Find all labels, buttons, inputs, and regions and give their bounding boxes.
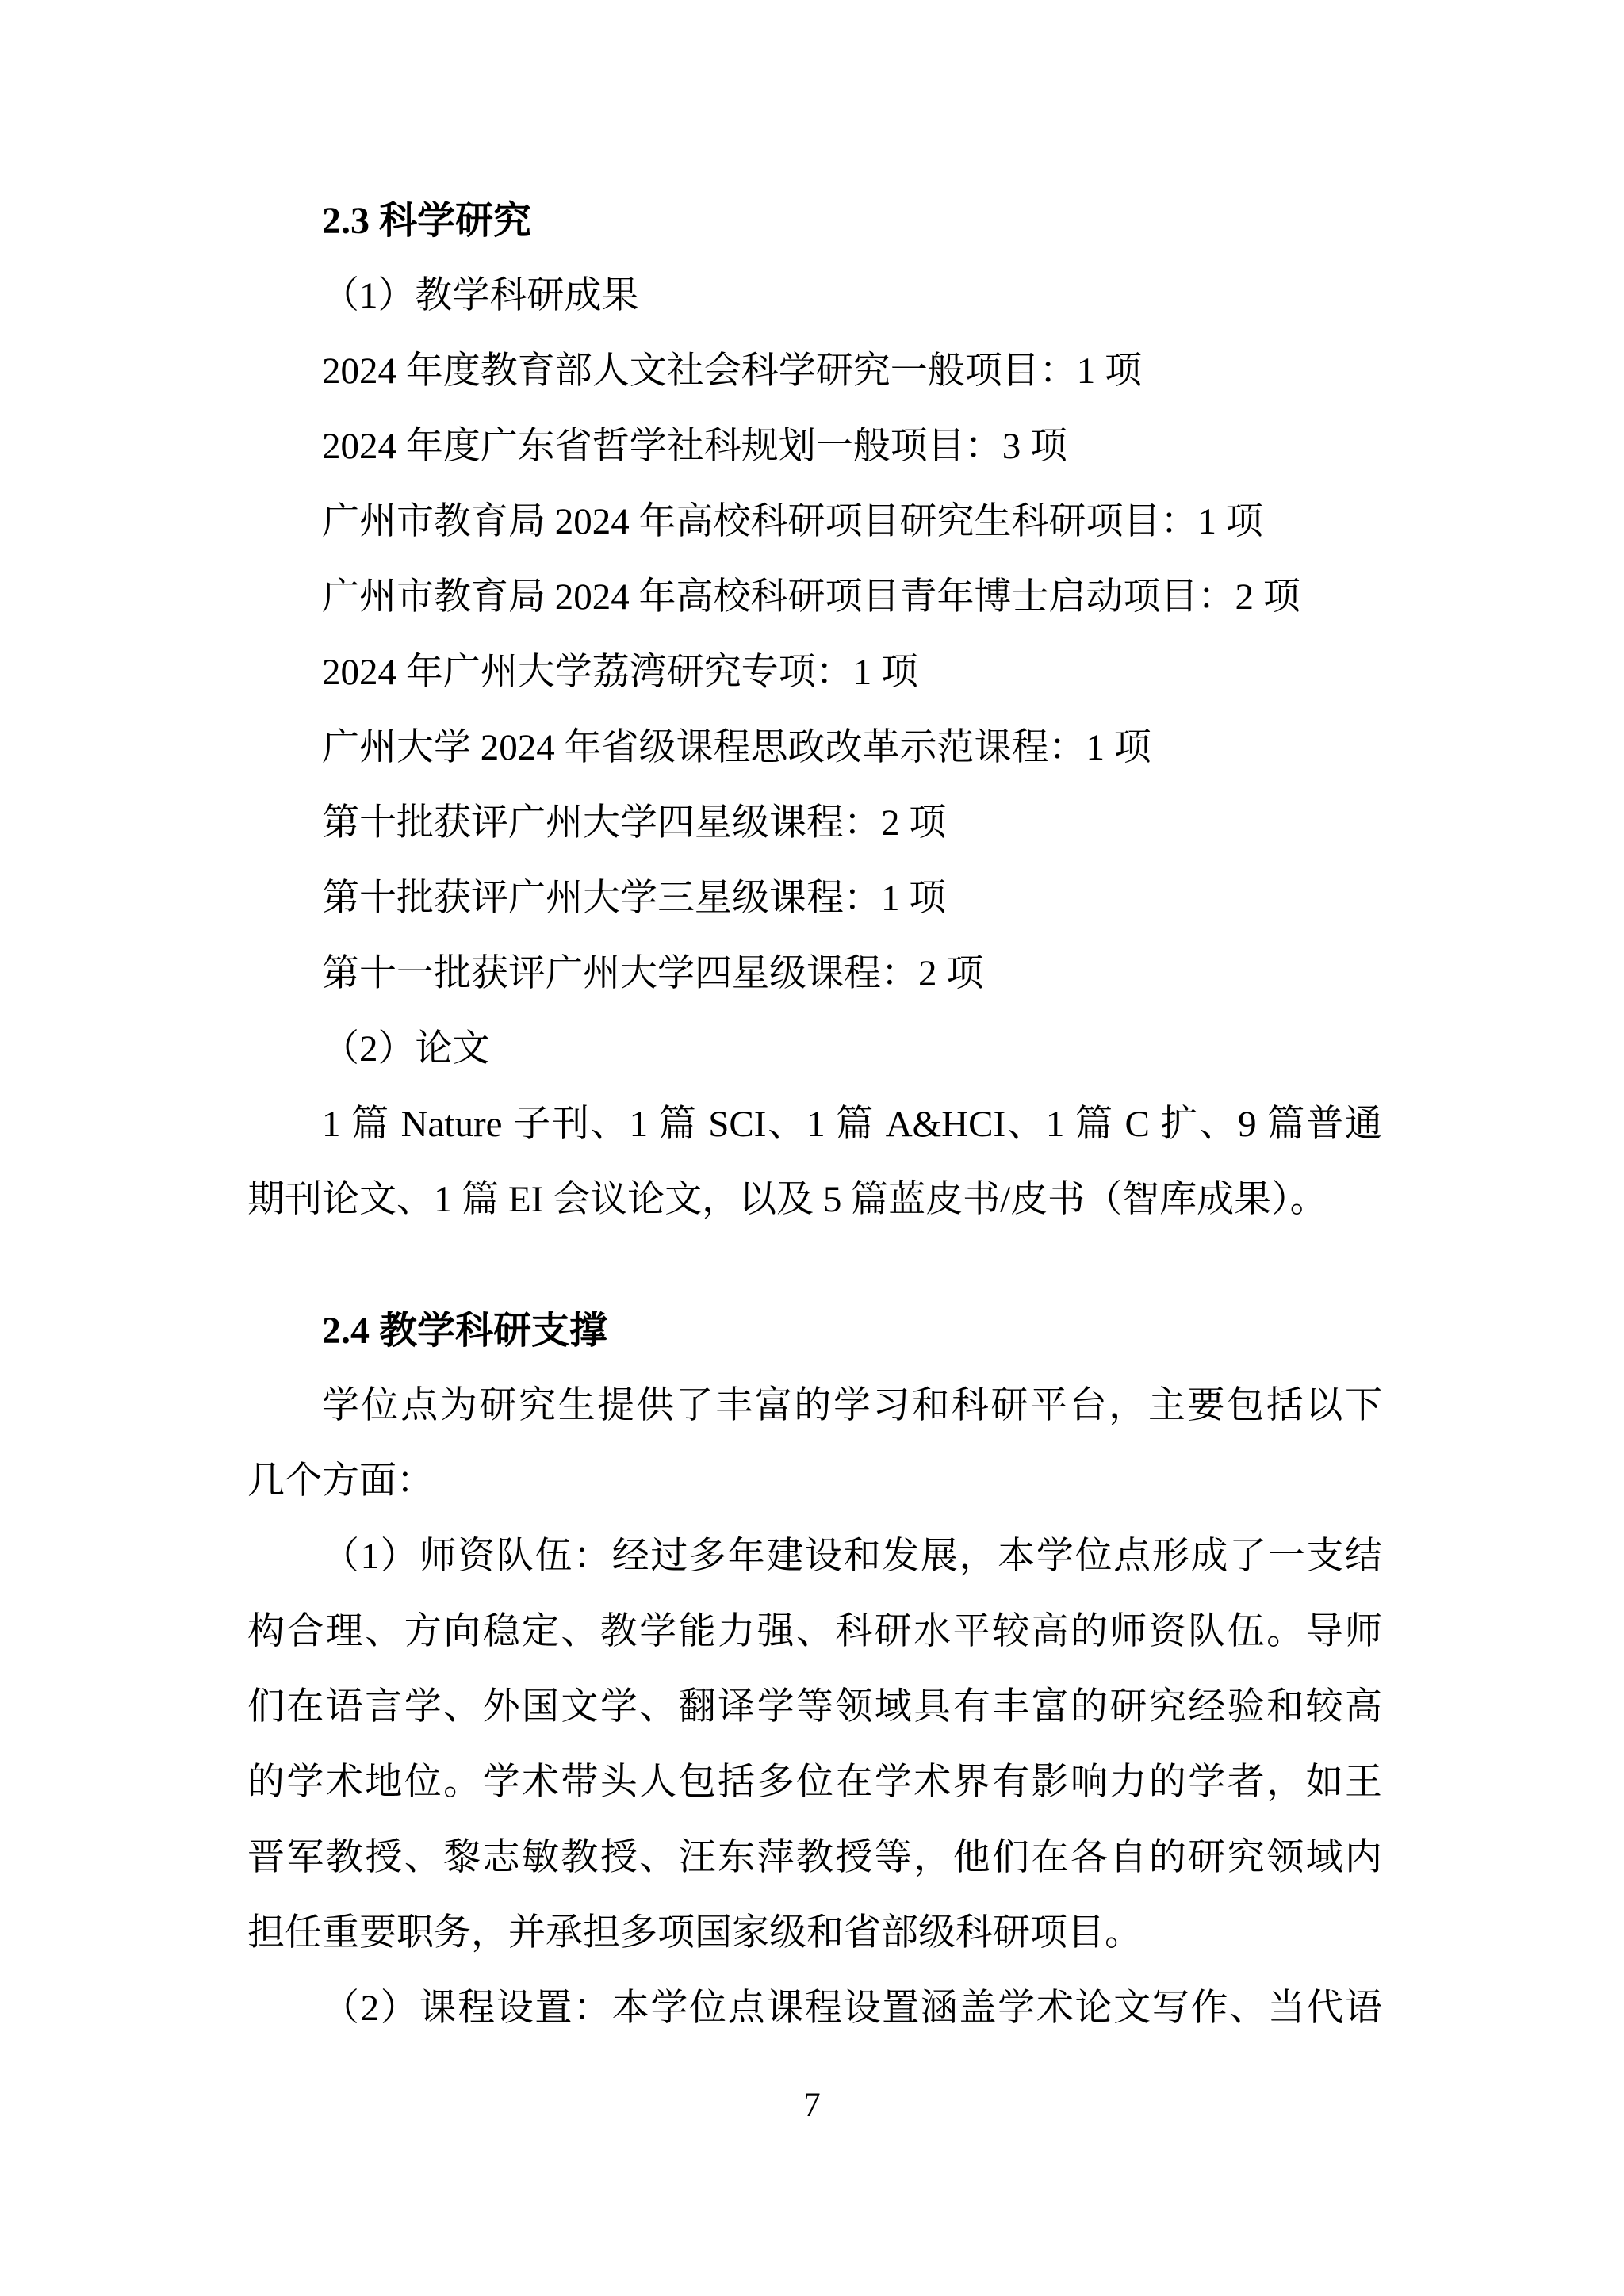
faculty-paragraph-line: 担任重要职务，并承担多项国家级和省部级科研项目。 [247, 1912, 1142, 1954]
section-heading-2-4: 2.4 教学科研支撑 [322, 1310, 608, 1352]
course-award-line: 第十一批获评广州大学四星级课程：2 项 [322, 953, 984, 994]
support-intro-line: 几个方面： [247, 1460, 434, 1502]
research-project-line: 广州市教育局 2024 年高校科研项目青年博士启动项目：2 项 [322, 576, 1300, 618]
papers-paragraph-line: 期刊论文、1 篇 EI 会议论文，以及 5 篇蓝皮书/皮书（智库成果）。 [247, 1179, 1327, 1220]
papers-paragraph-line: 1 篇 Nature 子刊、1 篇 SCI、1 篇 A&HCI、1 篇 C 扩、9 篇普通 [322, 1104, 1382, 1145]
research-project-line: 广州市教育局 2024 年高校科研项目研究生科研项目：1 项 [322, 501, 1263, 542]
faculty-paragraph-line: 的学术地位。学术带头人包括多位在学术界有影响力的学者，如王 [247, 1762, 1382, 1803]
faculty-paragraph-line: 们在语言学、外国文学、翻译学等领域具有丰富的研究经验和较高 [247, 1686, 1382, 1728]
faculty-paragraph-line: （1）师资队伍：经过多年建设和发展，本学位点形成了一支结 [322, 1536, 1382, 1577]
support-intro-line: 学位点为研究生提供了丰富的学习和科研平台，主要包括以下 [322, 1385, 1382, 1426]
page-number: 7 [803, 2087, 821, 2124]
research-project-line: 2024 年广州大学荔湾研究专项：1 项 [322, 652, 918, 693]
item-label-papers: （2）论文 [322, 1028, 490, 1070]
document-content [247, 183, 1382, 2046]
research-project-line: 2024 年度教育部人文社会科学研究一般项目：1 项 [322, 350, 1142, 392]
faculty-paragraph-line: 构合理、方向稳定、教学能力强、科研水平较高的师资队伍。导师 [247, 1611, 1382, 1652]
research-project-line: 2024 年度广东省哲学社科规划一般项目：3 项 [322, 426, 1067, 467]
curriculum-paragraph-line: （2）课程设置：本学位点课程设置涵盖学术论文写作、当代语 [322, 1988, 1382, 2029]
course-award-line: 第十批获评广州大学三星级课程：1 项 [322, 878, 947, 919]
section-heading-2-3: 2.3 科学研究 [322, 200, 532, 242]
research-project-line: 广州大学 2024 年省级课程思政改革示范课程：1 项 [322, 727, 1151, 768]
faculty-paragraph-line: 晋军教授、黎志敏教授、汪东萍教授等，他们在各自的研究领域内 [247, 1837, 1382, 1878]
course-award-line: 第十批获评广州大学四星级课程：2 项 [322, 802, 947, 844]
item-label-teaching-research-achievements: （1）教学科研成果 [322, 275, 639, 316]
